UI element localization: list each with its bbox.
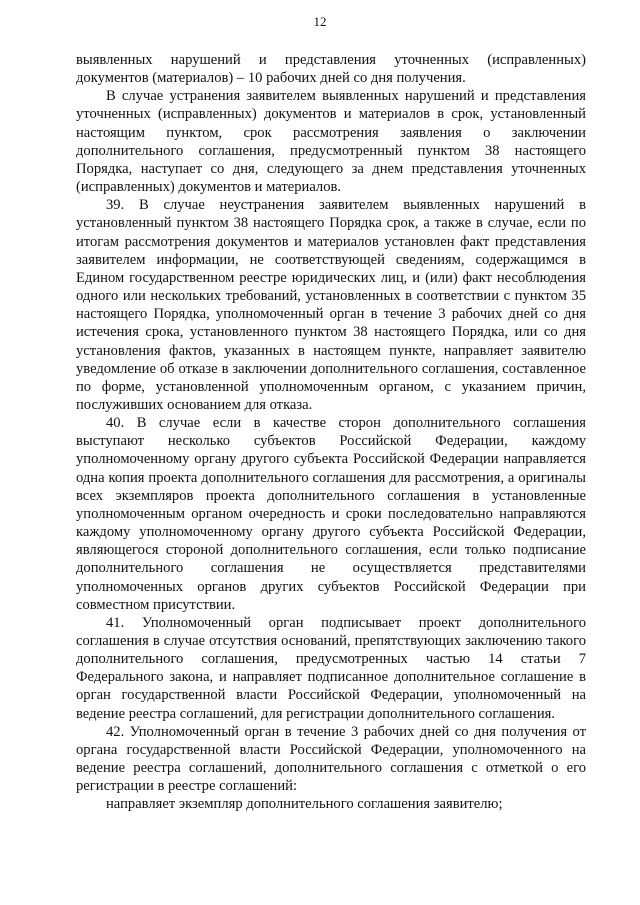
paragraph-item-40: 40. В случае если в качестве сторон дополнительного соглашения выступают несколько субъектов Российской Федерации, каждому уполномоченному органу другого субъекта Российской Федерации направляется одна копия проекта дополнительного соглашения для рассмотрения, а оригиналы всех экземпляров проекта дополнительного соглашения в установленные уполномоченным органом очередность и сроки последовательно направляются каждому уполномоченному органу другого субъекта Российской Федерации, являющегося стороной дополнительного соглашения, если только подписание дополнительного соглашения не осуществляется представителями уполномоченных органов других субъектов Российской Федерации при совместном присутствии. — [76, 415, 586, 613]
paragraph-continuation: выявленных нарушений и представления уточненных (исправленных) документов (материалов) – 10 рабочих дней со дня получения. — [76, 52, 586, 87]
document-body — [76, 51, 586, 814]
paragraph-item-41: 41. Уполномоченный орган подписывает проект дополнительного соглашения в случае отсутствия оснований, препятствующих заключению такого дополнительного соглашения, предусмотренных частью 14 статьи 7 Федерального закона, и направляет подписанное дополнительное соглашение в орган государственной власти Российской Федерации, уполномоченный на ведение реестра соглашений, для регистрации дополнительного соглашения. — [76, 614, 586, 722]
paragraph-item-42-action: направляет экземпляр дополнительного соглашения заявителю; — [106, 796, 503, 813]
paragraph-item-42: 42. Уполномоченный орган в течение 3 рабочих дней со дня получения от органа государственной власти Российской Федерации, уполномоченного на ведение реестра соглашений, дополнительного соглашения с отметкой о его регистрации в реестре соглашений: — [76, 723, 586, 795]
paragraph-correction-deadline: В случае устранения заявителем выявленных нарушений и представления уточненных (исправленных) документов и материалов в срок, установленный настоящим пунктом, срок рассмотрения заявления о заключении дополнительного соглашения, предусмотренный пунктом 38 настоящего Порядка, наступает со дня, следующего за днем представления уточненных (исправленных) документов и материалов. — [76, 88, 586, 196]
page-number: 12 — [313, 14, 327, 29]
paragraph-item-39: 39. В случае неустранения заявителем выявленных нарушений в установленный пунктом 38 настоящего Порядка срок, а также в случае, если по итогам рассмотрения документов и материалов установлен факт представления заявителем информации, не соответствующей сведениям, содержащимся в Едином государственном реестре юридических лиц, и (или) факт несоблюдения одного или нескольких требований, установленных в соответствии с пунктом 35 настоящего Порядка, уполномоченный орган в течение 3 рабочих дней со дня истечения срока, установленного пунктом 38 настоящего Порядка, или со дня установления фактов, указанных в настоящем пункте, направляет заявителю уведомление об отказе в заключении дополнительного соглашения, составленное по форме, установленной уполномоченным органом, с указанием причин, послуживших основанием для отказа. — [76, 197, 586, 413]
